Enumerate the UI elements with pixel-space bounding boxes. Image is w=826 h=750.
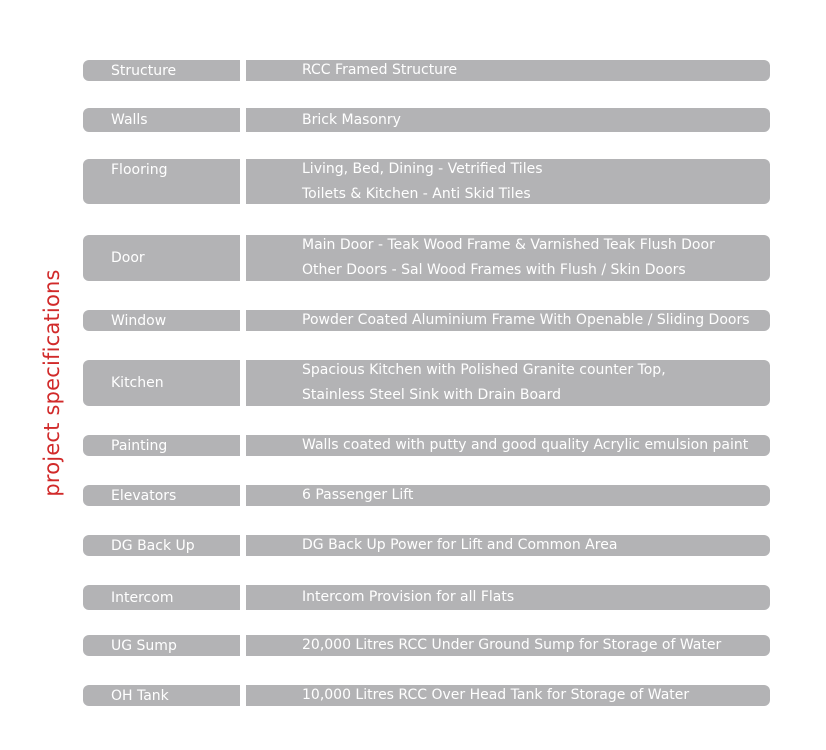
spec-value — [246, 635, 770, 656]
spec-row-structure — [83, 60, 770, 81]
spec-value-line: 10,000 Litres RCC Over Head Tank for Storage of Water — [302, 687, 690, 703]
spec-label: Intercom — [83, 585, 240, 610]
spec-value — [246, 60, 770, 81]
spec-value — [246, 435, 770, 456]
spec-label: Painting — [83, 435, 240, 456]
spec-value — [246, 108, 770, 132]
spec-row-walls — [83, 108, 770, 132]
spec-value — [246, 585, 770, 610]
spec-row-ug-sump — [83, 635, 770, 656]
spec-value-line: Spacious Kitchen with Polished Granite counter Top, — [302, 362, 666, 378]
spec-label: Walls — [83, 108, 240, 132]
spec-label: Flooring — [83, 159, 240, 204]
spec-value — [246, 485, 770, 506]
spec-row-flooring — [83, 159, 770, 204]
spec-value — [246, 360, 770, 406]
spec-value-line: Walls coated with putty and good quality Acrylic emulsion paint — [302, 437, 749, 453]
spec-value-line: 6 Passenger Lift — [302, 487, 414, 503]
spec-value-line: Living, Bed, Dining - Vetrified Tiles — [302, 160, 543, 177]
spec-label: OH Tank — [83, 685, 240, 706]
spec-label: DG Back Up — [83, 535, 240, 556]
page-title: project specifications — [40, 269, 64, 497]
spec-label: Kitchen — [83, 360, 240, 406]
spec-label: Window — [83, 310, 240, 331]
spec-value-line: DG Back Up Power for Lift and Common Area — [302, 537, 618, 553]
spec-row-kitchen — [83, 360, 770, 406]
spec-row-elevators — [83, 485, 770, 506]
spec-row-window — [83, 310, 770, 331]
spec-value-line: 20,000 Litres RCC Under Ground Sump for Storage of Water — [302, 637, 722, 653]
spec-label: Door — [83, 235, 240, 281]
spec-row-door — [83, 235, 770, 281]
spec-label: UG Sump — [83, 635, 240, 656]
spec-value-line: Powder Coated Aluminium Frame With Openable / Sliding Doors — [302, 312, 750, 328]
spec-row-intercom — [83, 585, 770, 610]
spec-row-oh-tank — [83, 685, 770, 706]
spec-row-painting — [83, 435, 770, 456]
spec-row-dg-back-up — [83, 535, 770, 556]
spec-value-line: Stainless Steel Sink with Drain Board — [302, 387, 562, 403]
spec-label: Structure — [83, 60, 240, 81]
spec-value — [246, 159, 770, 204]
spec-value-line: Intercom Provision for all Flats — [302, 589, 515, 605]
spec-label: Elevators — [83, 485, 240, 506]
spec-value — [246, 310, 770, 331]
spec-value-line: Brick Masonry — [302, 111, 401, 128]
spec-value — [246, 235, 770, 281]
spec-value-line: Other Doors - Sal Wood Frames with Flush / Skin Doors — [302, 262, 686, 278]
spec-value-line: Main Door - Teak Wood Frame & Varnished Teak Flush Door — [302, 237, 715, 253]
spec-value-line: RCC Framed Structure — [302, 62, 458, 78]
spec-value-line: Toilets & Kitchen - Anti Skid Tiles — [302, 185, 531, 202]
spec-value — [246, 685, 770, 706]
spec-value — [246, 535, 770, 556]
